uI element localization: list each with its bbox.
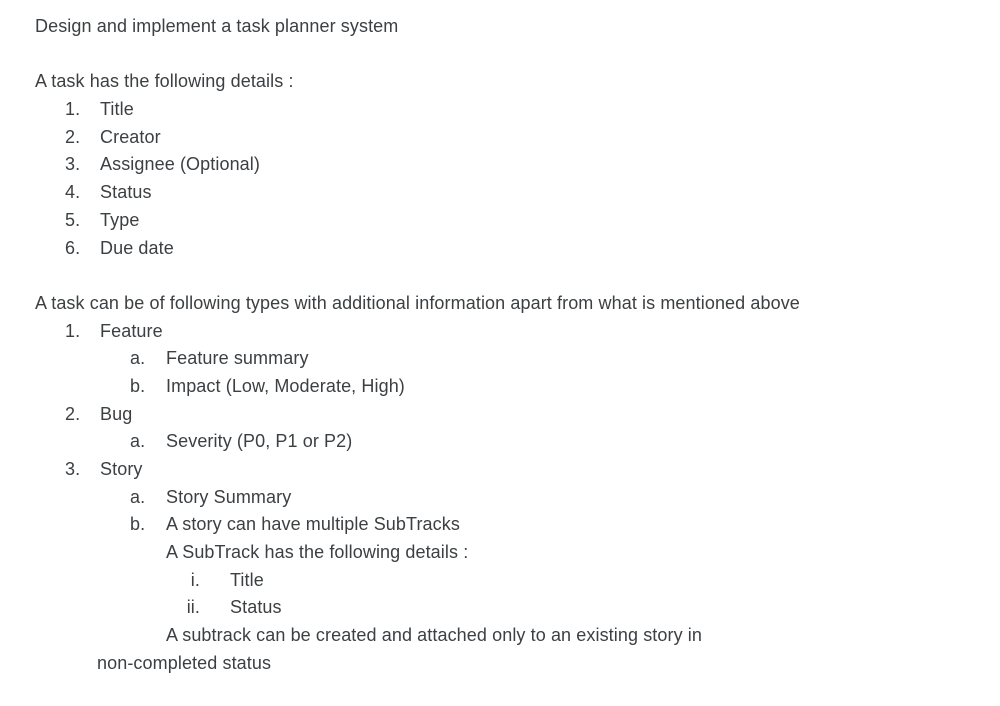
list-marker: 6. xyxy=(65,237,81,258)
list-item-label: A story can have multiple SubTracks xyxy=(166,514,460,535)
task-detail-item-type xyxy=(35,207,1000,235)
task-detail-item-creator xyxy=(35,124,1000,152)
list-item-label: Type xyxy=(100,209,140,230)
list-marker: 3. xyxy=(65,154,81,175)
list-item-label: Story xyxy=(100,459,143,479)
blank-line xyxy=(35,262,1000,290)
list-item-label: Impact (Low, Moderate, High) xyxy=(166,375,405,396)
task-detail-item-assignee xyxy=(35,151,1000,179)
list-item-label: Story Summary xyxy=(166,486,292,507)
subtrack-item-title xyxy=(35,567,1000,595)
subtrack-item-status xyxy=(35,594,1000,622)
list-item-label: Title xyxy=(100,99,134,120)
list-item-label: Severity (P0, P1 or P2) xyxy=(166,431,353,452)
list-item-label: Feature summary xyxy=(166,348,309,369)
list-marker: 2. xyxy=(65,403,81,424)
list-marker: 4. xyxy=(65,182,81,203)
list-item-label: Status xyxy=(230,597,282,618)
blank-line xyxy=(35,41,1000,69)
doc-title: Design and implement a task planner system xyxy=(35,16,399,36)
task-detail-item-due-date xyxy=(35,235,1000,263)
list-marker: ii. xyxy=(186,597,200,618)
list-item-label: Assignee (Optional) xyxy=(100,154,260,175)
task-detail-item-status xyxy=(35,179,1000,207)
task-type-feature xyxy=(35,318,1000,346)
list-marker: i. xyxy=(190,569,200,590)
list-marker: b. xyxy=(130,375,146,396)
list-item-label: Feature xyxy=(100,320,163,341)
list-marker: a. xyxy=(130,486,146,507)
story-sub-subtracks xyxy=(35,511,1000,539)
list-item-label: Due date xyxy=(100,237,174,258)
bug-sub-severity xyxy=(35,428,1000,456)
list-marker: a. xyxy=(130,348,146,369)
list-item-label: Creator xyxy=(100,126,161,147)
list-marker: 3. xyxy=(65,459,81,479)
task-details-heading: A task has the following details : xyxy=(35,71,294,92)
story-sub-summary xyxy=(35,484,1000,512)
feature-sub-impact xyxy=(35,373,1000,401)
list-item-label: Title xyxy=(230,569,264,590)
list-marker: a. xyxy=(130,431,146,452)
list-marker: 1. xyxy=(65,99,81,120)
list-item-label: Bug xyxy=(100,403,133,424)
list-item-label: Status xyxy=(100,182,152,203)
subtrack-note-line1: A subtrack can be created and attached only to an existing story in xyxy=(166,625,703,646)
list-marker: b. xyxy=(130,514,146,535)
subtrack-note-line2: non-completed status xyxy=(97,652,272,673)
list-marker: 1. xyxy=(65,320,81,341)
feature-sub-summary xyxy=(35,345,1000,373)
task-type-story xyxy=(35,456,1000,484)
list-marker: 2. xyxy=(65,126,81,147)
task-types-heading: A task can be of following types with additional information apart from what is mentioned above xyxy=(35,292,800,313)
task-type-bug xyxy=(35,401,1000,429)
list-marker: 5. xyxy=(65,209,81,230)
subtrack-heading: A SubTrack has the following details : xyxy=(166,542,469,563)
task-detail-item-title xyxy=(35,96,1000,124)
